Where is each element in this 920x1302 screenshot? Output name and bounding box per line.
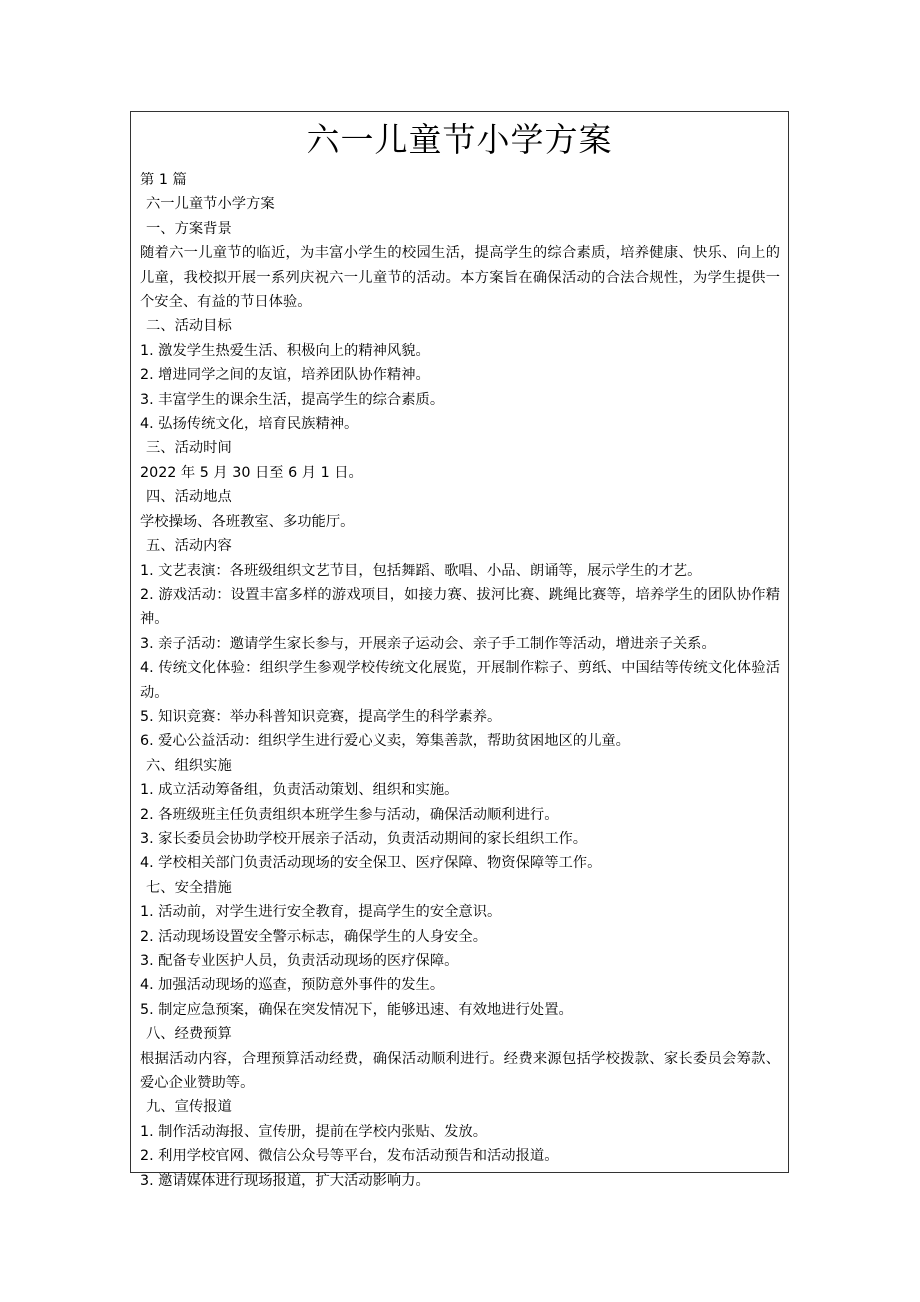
list-item: 5. 制定应急预案，确保在突发情况下，能够迅速、有效地进行处置。 bbox=[140, 1001, 573, 1018]
list-item: 4. 传统文化体验：组织学生参观学校传统文化展览，开展制作粽子、剪纸、中国结等传统文化体验活动。 bbox=[140, 660, 780, 701]
document-body bbox=[131, 168, 788, 1193]
list-item: 3. 丰富学生的课余生活，提高学生的综合素质。 bbox=[140, 391, 445, 408]
list-item: 1. 文艺表演：各班级组织文艺节目，包括舞蹈、歌唱、小品、朗诵等，展示学生的才艺。 bbox=[140, 562, 702, 579]
list-item: 3. 邀请媒体进行现场报道，扩大活动影响力。 bbox=[140, 1172, 430, 1189]
document-title: 六一儿童节小学方案 bbox=[306, 120, 613, 159]
list-item: 4. 弘扬传统文化，培育民族精神。 bbox=[140, 416, 359, 433]
list-item: 3. 配备专业医护人员，负责活动现场的医疗保障。 bbox=[140, 953, 459, 969]
document-frame bbox=[130, 111, 789, 1189]
list-item: 1. 成立活动筹备组，负责活动策划、组织和实施。 bbox=[140, 782, 459, 799]
list-item: 4. 加强活动现场的巡查，预防意外事件的发生。 bbox=[140, 977, 445, 994]
list-item: 2. 增进同学之间的友谊，培养团队协作精神。 bbox=[140, 367, 430, 384]
paragraph: 根据活动内容，合理预算活动经费，确保活动顺利进行。经费来源包括学校拨款、家长委员会筹款、爱心企业赞助等。 bbox=[140, 1050, 780, 1092]
list-item: 2. 利用学校官网、微信公众号等平台，发布活动预告和活动报道。 bbox=[140, 1148, 559, 1165]
list-item: 2. 游戏活动：设置丰富多样的游戏项目，如接力赛、拔河比赛、跳绳比赛等，培养学生的团队协作精神。 bbox=[140, 586, 780, 628]
list-item: 1. 制作活动海报、宣传册，提前在学校内张贴、发放。 bbox=[140, 1123, 488, 1140]
chapter-label: 第 1 篇 bbox=[140, 172, 187, 188]
section-heading: 二、活动目标 bbox=[146, 318, 232, 335]
section-heading: 六、组织实施 bbox=[146, 757, 232, 774]
section-heading: 八、经费预算 bbox=[146, 1026, 232, 1043]
section-heading: 五、活动内容 bbox=[146, 538, 232, 555]
list-item: 3. 家长委员会协助学校开展亲子活动，负责活动期间的家长组织工作。 bbox=[140, 830, 588, 847]
list-item: 3. 亲子活动：邀请学生家长参与，开展亲子运动会、亲子手工制作等活动，增进亲子关系。 bbox=[140, 635, 716, 652]
document-subtitle: 六一儿童节小学方案 bbox=[146, 196, 275, 213]
section-heading: 四、活动地点 bbox=[146, 489, 232, 506]
section-heading: 九、宣传报道 bbox=[146, 1099, 232, 1116]
list-item: 2. 各班级班主任负责组织本班学生参与活动，确保活动顺利进行。 bbox=[140, 806, 559, 823]
list-item: 2. 活动现场设置安全警示标志，确保学生的人身安全。 bbox=[140, 928, 488, 945]
section-heading: 一、方案背景 bbox=[146, 220, 232, 237]
list-item: 1. 激发学生热爱生活、积极向上的精神风貌。 bbox=[140, 342, 430, 359]
section-heading: 三、活动时间 bbox=[146, 440, 232, 457]
list-item: 1. 活动前，对学生进行安全教育，提高学生的安全意识。 bbox=[140, 904, 502, 921]
paragraph: 2022 年 5 月 30 日至 6 月 1 日。 bbox=[140, 464, 363, 481]
section-heading: 七、安全措施 bbox=[146, 879, 232, 896]
list-item: 4. 学校相关部门负责活动现场的安全保卫、医疗保障、物资保障等工作。 bbox=[140, 855, 602, 872]
paragraph: 学校操场、各班教室、多功能厅。 bbox=[140, 513, 355, 530]
paragraph: 随着六一儿童节的临近，为丰富小学生的校园生活，提高学生的综合素质，培养健康、快乐、向上的儿童，我校拟开展一系列庆祝六一儿童节的活动。本方案旨在确保活动的合法合规性，为学生提供一个安全、有益的节日体验。 bbox=[140, 245, 780, 311]
list-item: 5. 知识竞赛：举办科普知识竞赛，提高学生的科学素养。 bbox=[140, 708, 502, 725]
list-item: 6. 爱心公益活动：组织学生进行爱心义卖，筹集善款，帮助贫困地区的儿童。 bbox=[140, 733, 630, 750]
